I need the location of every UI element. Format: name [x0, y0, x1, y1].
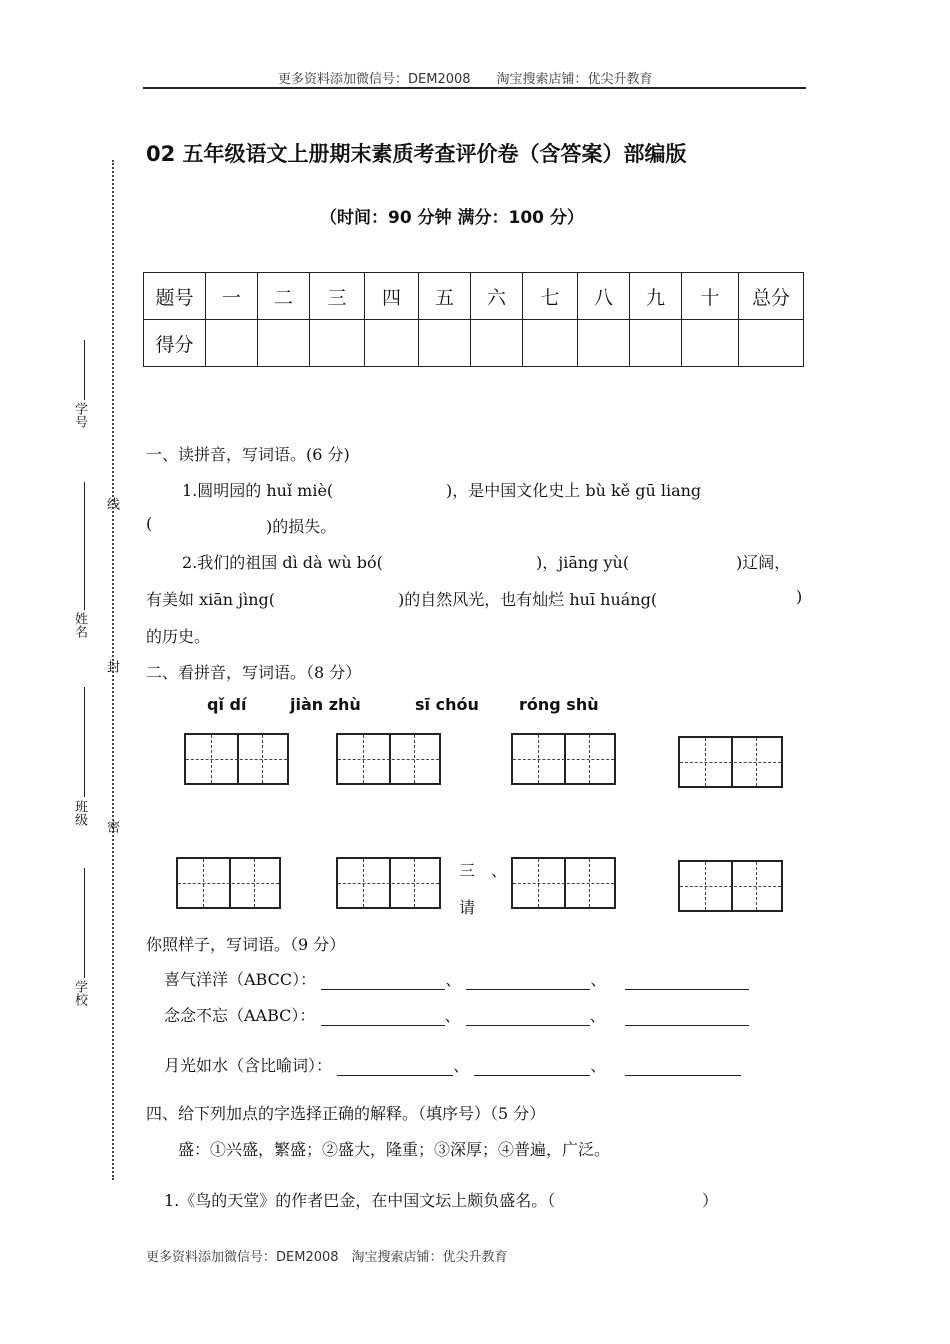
q2-pinyin: jiàn zhù	[290, 695, 361, 714]
q1-line1c: (	[146, 514, 153, 533]
answer-blank[interactable]	[466, 973, 590, 990]
score-input[interactable]	[578, 320, 630, 367]
q1-line2a: 2.我们的祖国 dì dà wù bó(	[182, 553, 383, 572]
score-cell: 十	[682, 273, 739, 320]
xuexiao-line	[84, 868, 85, 978]
writing-grid-box[interactable]	[184, 733, 289, 785]
score-header-row	[144, 273, 804, 320]
q2-pinyin: qǐ dí	[207, 695, 247, 714]
q3-row-label: 喜气洋洋（ABCC）：	[164, 970, 317, 989]
q2-heading: 二、看拼音，写词语。（8 分）	[146, 663, 362, 682]
q4-definitions: 盛：①兴盛，繁盛；②盛大，隆重；③深厚；④普遍，广泛。	[178, 1140, 611, 1159]
page-subtitle: （时间：90 分钟 满分：100 分）	[320, 208, 584, 228]
score-input[interactable]	[365, 320, 419, 367]
q4-sentence1b: ）	[702, 1191, 719, 1210]
separator: 、	[590, 1056, 607, 1075]
page-footer: 更多资料添加微信号：DEM2008 淘宝搜索店铺：优尖升教育	[146, 1250, 508, 1265]
score-input[interactable]	[523, 320, 578, 367]
page-title: 02 五年级语文上册期末素质考查评价卷（含答案）部编版	[146, 142, 687, 166]
score-cell: 七	[523, 273, 578, 320]
page-header: 更多资料添加微信号：DEM2008 淘宝搜索店铺：优尖升教育	[278, 72, 653, 87]
score-input[interactable]	[471, 320, 523, 367]
score-input[interactable]	[310, 320, 365, 367]
separator: 、	[445, 970, 462, 989]
q1-line1d: )的损失。	[266, 517, 337, 536]
score-cell: 八	[578, 273, 630, 320]
q1-line1b: )，是中国文化史上 bù kě gū liang	[446, 481, 702, 500]
q1-line2c: )辽阔，	[736, 553, 791, 572]
banji-line	[84, 687, 85, 797]
q3-heading-part2: 请	[459, 898, 476, 917]
score-table	[143, 272, 804, 367]
q1-line4: 的历史。	[146, 627, 211, 646]
writing-grid-box[interactable]	[336, 857, 441, 909]
score-cell: 六	[471, 273, 523, 320]
separator: 、	[453, 1056, 470, 1075]
score-cell: 一	[206, 273, 258, 320]
q3-heading-part1: 三 、	[459, 861, 508, 880]
q1-line3a: 有美如 xiān jìng(	[146, 590, 276, 609]
score-cell: 二	[258, 273, 310, 320]
answer-blank[interactable]	[321, 973, 445, 990]
answer-blank[interactable]	[625, 1009, 749, 1026]
writing-grid-box[interactable]	[336, 733, 441, 785]
separator: 、	[589, 1006, 606, 1025]
q2-pinyin: sī chóu	[415, 695, 479, 714]
q3-row	[164, 967, 749, 990]
score-cell: 得分	[144, 320, 206, 367]
q1-heading: 一、读拼音，写词语。(6 分)	[146, 445, 350, 464]
q1-line1a: 1.圆明园的 huǐ miè(	[182, 481, 334, 500]
answer-blank[interactable]	[625, 973, 749, 990]
answer-blank[interactable]	[625, 1059, 741, 1076]
answer-blank[interactable]	[474, 1059, 590, 1076]
q3-row-label: 念念不忘（AABC）：	[164, 1006, 316, 1025]
q3-row-label: 月光如水（含比喻词）：	[164, 1056, 333, 1075]
score-input[interactable]	[258, 320, 310, 367]
q1-line3b: )的自然风光，也有灿烂 huī huáng(	[398, 590, 658, 609]
score-input[interactable]	[682, 320, 739, 367]
q3-heading-part3: 你照样子，写词语。（9 分）	[146, 935, 346, 954]
writing-grid-box[interactable]	[511, 857, 616, 909]
score-value-row	[144, 320, 804, 367]
score-input[interactable]	[206, 320, 258, 367]
xuehao-line	[84, 340, 85, 400]
score-cell: 五	[419, 273, 471, 320]
writing-grid-box[interactable]	[511, 733, 616, 785]
margin-xingming: 姓名	[72, 612, 87, 638]
answer-blank[interactable]	[321, 1009, 445, 1026]
q3-row	[164, 1053, 741, 1076]
margin-xian: 线	[104, 497, 119, 510]
margin-feng: 封	[104, 660, 119, 673]
margin-banji: 班级	[72, 800, 87, 826]
score-cell: 三	[310, 273, 365, 320]
writing-grid-box[interactable]	[176, 857, 281, 909]
q4-sentence1a: 1.《鸟的天堂》的作者巴金，在中国文坛上颇负盛名。（	[164, 1191, 556, 1210]
separator: 、	[590, 970, 607, 989]
q3-row	[164, 1003, 749, 1026]
margin-xuehao: 学号	[72, 402, 87, 428]
score-input[interactable]	[419, 320, 471, 367]
score-input[interactable]	[630, 320, 682, 367]
header-rule	[143, 87, 806, 89]
margin-xuexiao: 学校	[72, 980, 87, 1006]
answer-blank[interactable]	[466, 1009, 590, 1026]
score-cell: 总分	[739, 273, 804, 320]
separator: 、	[444, 1006, 461, 1025]
xingming-line	[84, 482, 85, 610]
q1-line2b: )，jiāng yù(	[536, 553, 630, 572]
writing-grid-box[interactable]	[678, 860, 783, 912]
margin-mi: 密	[104, 820, 119, 833]
score-cell: 九	[630, 273, 682, 320]
score-cell: 题号	[144, 273, 206, 320]
q2-pinyin: róng shù	[519, 695, 599, 714]
answer-blank[interactable]	[337, 1059, 453, 1076]
writing-grid-box[interactable]	[678, 736, 783, 788]
score-cell: 四	[365, 273, 419, 320]
q1-line3c: )	[796, 587, 803, 606]
score-input[interactable]	[739, 320, 804, 367]
q4-heading: 四、给下列加点的字选择正确的解释。（填序号）（5 分）	[146, 1104, 546, 1123]
